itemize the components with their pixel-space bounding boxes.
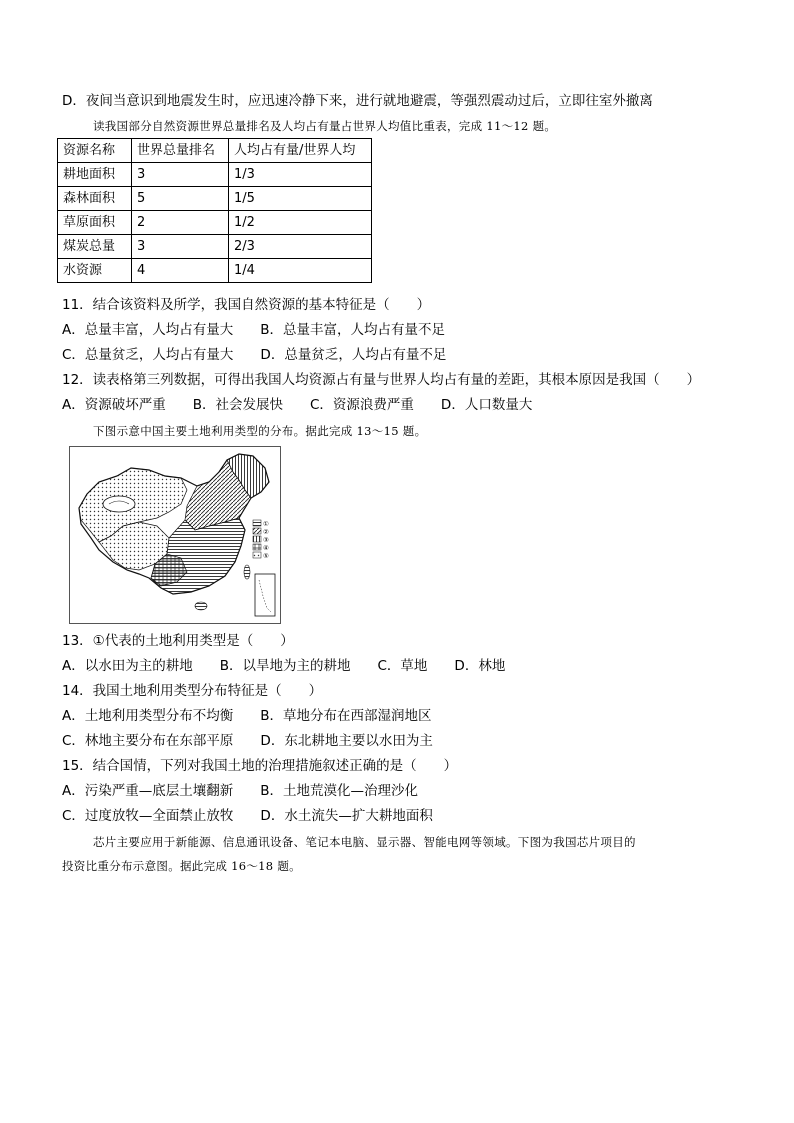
intro-16-18-line1: 芯片主要应用于新能源、信息通讯设备、笔记本电脑、显示器、智能电网等领域。下图为我国芯片项目的 [93,835,636,849]
table-cell: 1/3 [229,163,372,187]
table-cell: 3 [132,235,229,259]
table-cell: 耕地面积 [58,163,132,187]
table-cell: 水资源 [58,259,132,283]
land-use-map [69,446,281,624]
legend-label-1: ① [263,520,269,528]
question-12: 12．读表格第三列数据，可得出我国人均资源占有量与世界人均占有量的差距，其根本原因是我国（ ） [62,372,701,388]
table-header-cell: 人均占有量/世界人均 [229,139,372,163]
table-header-cell: 资源名称 [58,139,132,163]
legend-label-2: ② [263,528,269,536]
table-cell: 2/3 [229,235,372,259]
resource-table [57,138,372,283]
table-cell: 2 [132,211,229,235]
table-cell: 1/5 [229,187,372,211]
table-row [58,187,372,211]
table-row [58,235,372,259]
map-legend [253,520,269,560]
table-cell: 森林面积 [58,187,132,211]
question-14: 14．我国土地利用类型分布特征是（ ） [62,683,323,699]
intro-11-12: 读我国部分自然资源世界总量排名及人均占有量占世界人均值比重表，完成 11～12 题。 [93,119,557,133]
question-15-options-ab: A．污染严重—底层土壤翻新 B．土地荒漠化—治理沙化 [62,783,418,799]
question-11-options-ab: A．总量丰富，人均占有量大 B．总量丰富，人均占有量不足 [62,322,445,338]
question-11: 11．结合该资料及所学，我国自然资源的基本特征是（ ） [62,297,431,313]
legend-label-4: ④ [263,544,269,552]
table-cell: 煤炭总量 [58,235,132,259]
question-10-option-d: D．夜间当意识到地震发生时，应迅速冷静下来，进行就地避震，等强烈震动过后，立即往室外撤离 [62,93,653,109]
question-14-options-ab: A．土地利用类型分布不均衡 B．草地分布在西部湿润地区 [62,708,432,724]
table-cell: 草原面积 [58,211,132,235]
question-11-options-cd: C．总量贫乏，人均占有量大 D．总量贫乏，人均占有量不足 [62,347,447,363]
table-row [58,259,372,283]
question-12-options: A．资源破坏严重 B．社会发展快 C．资源浪费严重 D．人口数量大 [62,397,533,413]
table-cell: 4 [132,259,229,283]
table-cell: 5 [132,187,229,211]
table-cell: 1/2 [229,211,372,235]
intro-13-15: 下图示意中国主要土地利用类型的分布。据此完成 13～15 题。 [93,424,427,438]
intro-16-18-line2: 投资比重分布示意图。据此完成 16～18 题。 [62,859,301,873]
question-15: 15．结合国情，下列对我国土地的治理措施叙述正确的是（ ） [62,758,458,774]
south-china-sea-inset [255,574,275,616]
legend-label-3: ③ [263,536,269,544]
table-cell: 1/4 [229,259,372,283]
table-row [58,163,372,187]
table-header-cell: 世界总量排名 [132,139,229,163]
question-15-options-cd: C．过度放牧—全面禁止放牧 D．水土流失—扩大耕地面积 [62,808,433,824]
question-13-options: A．以水田为主的耕地 B．以旱地为主的耕地 C．草地 D．林地 [62,658,506,674]
question-13: 13．①代表的土地利用类型是（ ） [62,633,294,649]
table-row [58,211,372,235]
legend-label-5: ⑤ [263,552,269,560]
question-14-options-cd: C．林地主要分布在东部平原 D．东北耕地主要以水田为主 [62,733,433,749]
table-header-row [58,139,372,163]
table-cell: 3 [132,163,229,187]
